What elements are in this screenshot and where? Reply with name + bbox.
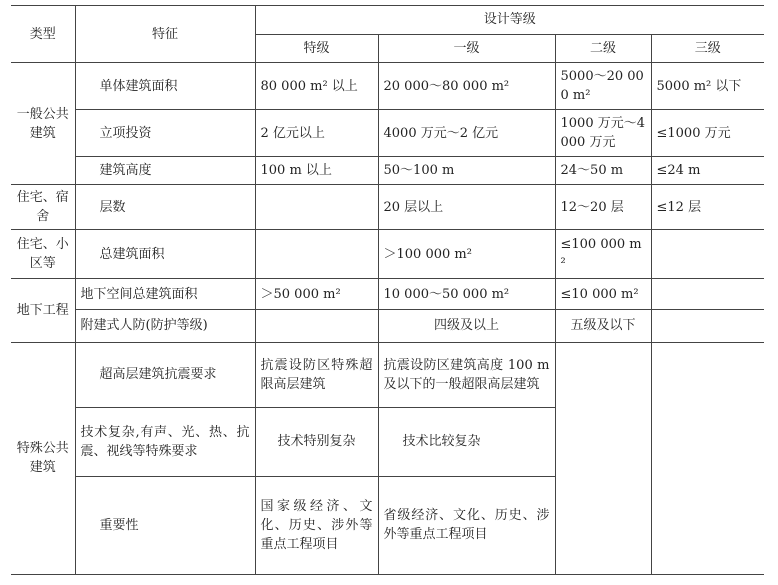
special-grade-cell: ＞50 000 m² bbox=[255, 279, 378, 310]
special-grade-cell bbox=[255, 230, 378, 279]
header-grade-2: 二级 bbox=[555, 34, 651, 63]
special-grade-cell: 100 m 以上 bbox=[255, 157, 378, 185]
special-grade-cell: 2 亿元以上 bbox=[255, 110, 378, 157]
type-cell: 特殊公共建筑 bbox=[11, 342, 75, 574]
feature-cell: 层数 bbox=[75, 185, 255, 230]
header-row bbox=[11, 6, 764, 35]
type-cell: 住宅、小区等 bbox=[11, 230, 75, 279]
table-row bbox=[11, 185, 764, 230]
grade-2-cell: 1000 万元～4000 万元 bbox=[555, 110, 651, 157]
grade-2-cell: 24～50 m bbox=[555, 157, 651, 185]
feature-cell: 超高层建筑抗震要求 bbox=[75, 342, 255, 407]
table-row bbox=[11, 157, 764, 185]
grade-3-cell: ≤24 m bbox=[651, 157, 764, 185]
type-cell: 一般公共建筑 bbox=[11, 63, 75, 185]
feature-cell: 单体建筑面积 bbox=[75, 63, 255, 110]
table-row bbox=[11, 279, 764, 310]
grade-2-cell: 五级及以下 bbox=[555, 309, 651, 342]
grade-3-cell: ≤1000 万元 bbox=[651, 110, 764, 157]
feature-cell: 总建筑面积 bbox=[75, 230, 255, 279]
feature-cell: 重要性 bbox=[75, 476, 255, 574]
grade-1-cell: ＞100 000 m² bbox=[378, 230, 555, 279]
type-cell: 地下工程 bbox=[11, 279, 75, 342]
grade-3-cell bbox=[651, 279, 764, 310]
grade-1-cell: 4000 万元～2 亿元 bbox=[378, 110, 555, 157]
type-cell: 住宅、宿舍 bbox=[11, 185, 75, 230]
table-row bbox=[11, 342, 764, 407]
grade-2-cell: 5000～20 000 m² bbox=[555, 63, 651, 110]
special-grade-cell bbox=[255, 185, 378, 230]
table-row bbox=[11, 309, 764, 342]
grade-3-cell: 5000 m² 以下 bbox=[651, 63, 764, 110]
special-grade-cell: 抗震设防区特殊超限高层建筑 bbox=[255, 342, 378, 407]
header-feature: 特征 bbox=[75, 6, 255, 63]
grade-2-cell: ≤100 000 m² bbox=[555, 230, 651, 279]
grade-2-cell: ≤10 000 m² bbox=[555, 279, 651, 310]
table-row bbox=[11, 63, 764, 110]
grade-2-cell-empty bbox=[555, 342, 651, 574]
grade-1-cell: 技术比较复杂 bbox=[378, 408, 555, 477]
design-grade-table bbox=[11, 5, 764, 575]
special-grade-cell: 国家级经济、文化、历史、涉外等重点工程项目 bbox=[255, 476, 378, 574]
grade-2-cell: 12～20 层 bbox=[555, 185, 651, 230]
feature-cell: 地下空间总建筑面积 bbox=[75, 279, 255, 310]
header-type: 类型 bbox=[11, 6, 75, 63]
feature-cell: 技术复杂,有声、光、热、抗震、视线等特殊要求 bbox=[75, 408, 255, 477]
special-grade-cell: 80 000 m² 以上 bbox=[255, 63, 378, 110]
header-grade-1: 一级 bbox=[378, 34, 555, 63]
feature-cell: 建筑高度 bbox=[75, 157, 255, 185]
grade-1-cell: 四级及以上 bbox=[378, 309, 555, 342]
header-grade-special: 特级 bbox=[255, 34, 378, 63]
grade-1-cell: 10 000～50 000 m² bbox=[378, 279, 555, 310]
feature-cell: 立项投资 bbox=[75, 110, 255, 157]
grade-1-cell: 20 层以上 bbox=[378, 185, 555, 230]
grade-1-cell: 省级经济、文化、历史、涉外等重点工程项目 bbox=[378, 476, 555, 574]
grade-1-cell: 抗震设防区建筑高度 100 m 及以下的一般超限高层建筑 bbox=[378, 342, 555, 407]
grade-3-cell: ≤12 层 bbox=[651, 185, 764, 230]
table-row bbox=[11, 110, 764, 157]
table-row bbox=[11, 230, 764, 279]
header-grade-3: 三级 bbox=[651, 34, 764, 63]
grade-1-cell: 20 000～80 000 m² bbox=[378, 63, 555, 110]
grade-1-cell: 50～100 m bbox=[378, 157, 555, 185]
feature-cell: 附建式人防(防护等级) bbox=[75, 309, 255, 342]
header-grade-group: 设计等级 bbox=[255, 6, 764, 35]
grade-3-cell-empty bbox=[651, 342, 764, 574]
grade-3-cell bbox=[651, 309, 764, 342]
special-grade-cell bbox=[255, 309, 378, 342]
grade-3-cell bbox=[651, 230, 764, 279]
special-grade-cell: 技术特别复杂 bbox=[255, 408, 378, 477]
